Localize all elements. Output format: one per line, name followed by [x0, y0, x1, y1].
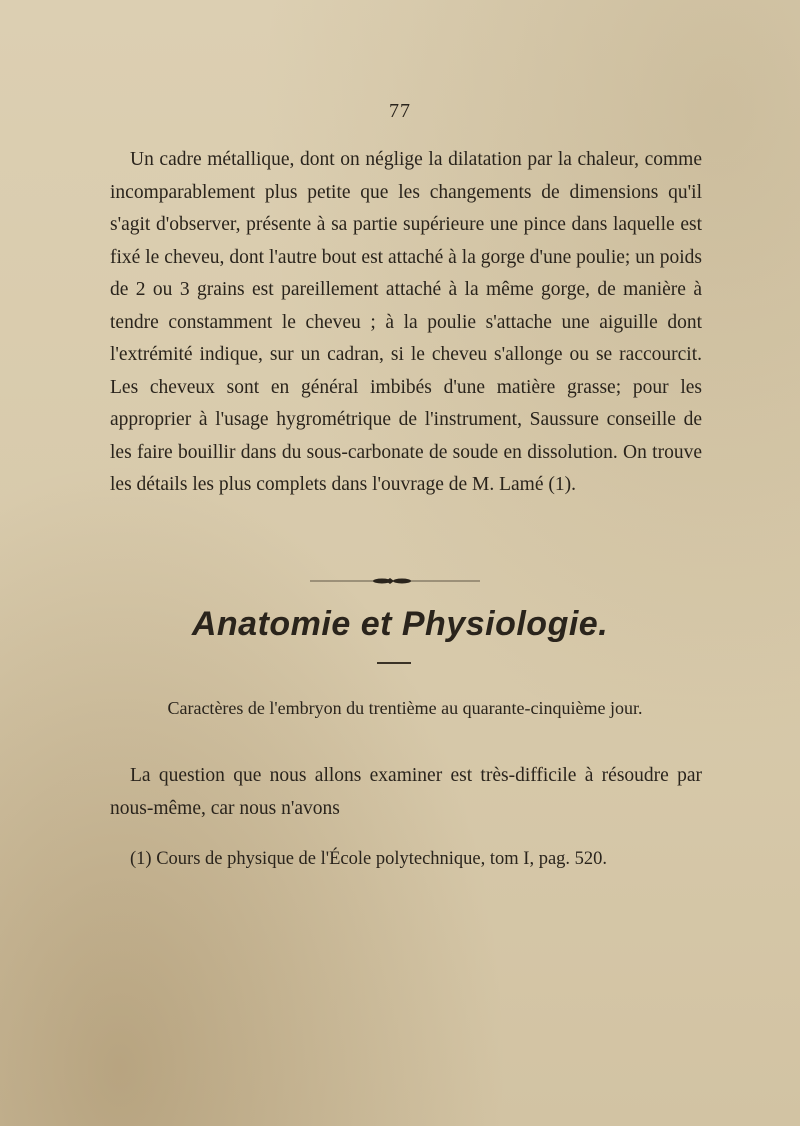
body-paragraph: Un cadre métallique, dont on néglige la dilatation par la chaleur, comme incomparablement plus petite que les changements de dimensions qu'il s'agit d'observer, présente à sa partie supérieure une pince dans laquelle est fixé le cheveu, dont l'autre bout est attaché à la gorge d'une poulie; un poids de 2 ou 3 grains est pareillement attaché à la même gorge, de manière à tendre constamment le cheveu ; à la poulie s'attache une aiguille dont l'extrémité indique, sur un cadran, si le cheveu s'allonge ou se raccourcit. Les cheveux sont en général imbibés d'une matière grasse; pour les approprier à l'usage hygrométrique de l'instrument, Saussure conseille de les faire bouillir dans du sous-carbonate de soude en dissolution. On trouve les détails les plus complets dans l'ouvrage de M. Lamé (1). [110, 149, 702, 495]
footnote: (1) Cours de physique de l'École polytechnique, tom I, pag. 520. [130, 849, 608, 869]
title-dash [377, 662, 411, 664]
page-number: 77 [389, 100, 411, 122]
section-title: Anatomie et Physiologie. [191, 605, 609, 643]
ornamental-separator [310, 576, 480, 586]
section-subtitle: Caractères de l'embryon du trentième au quarante-cinquième jour. [167, 698, 643, 718]
body-paragraph-2: La question que nous allons examiner est très-difficile à résoudre par nous-même, car nous n'avons [110, 765, 702, 819]
